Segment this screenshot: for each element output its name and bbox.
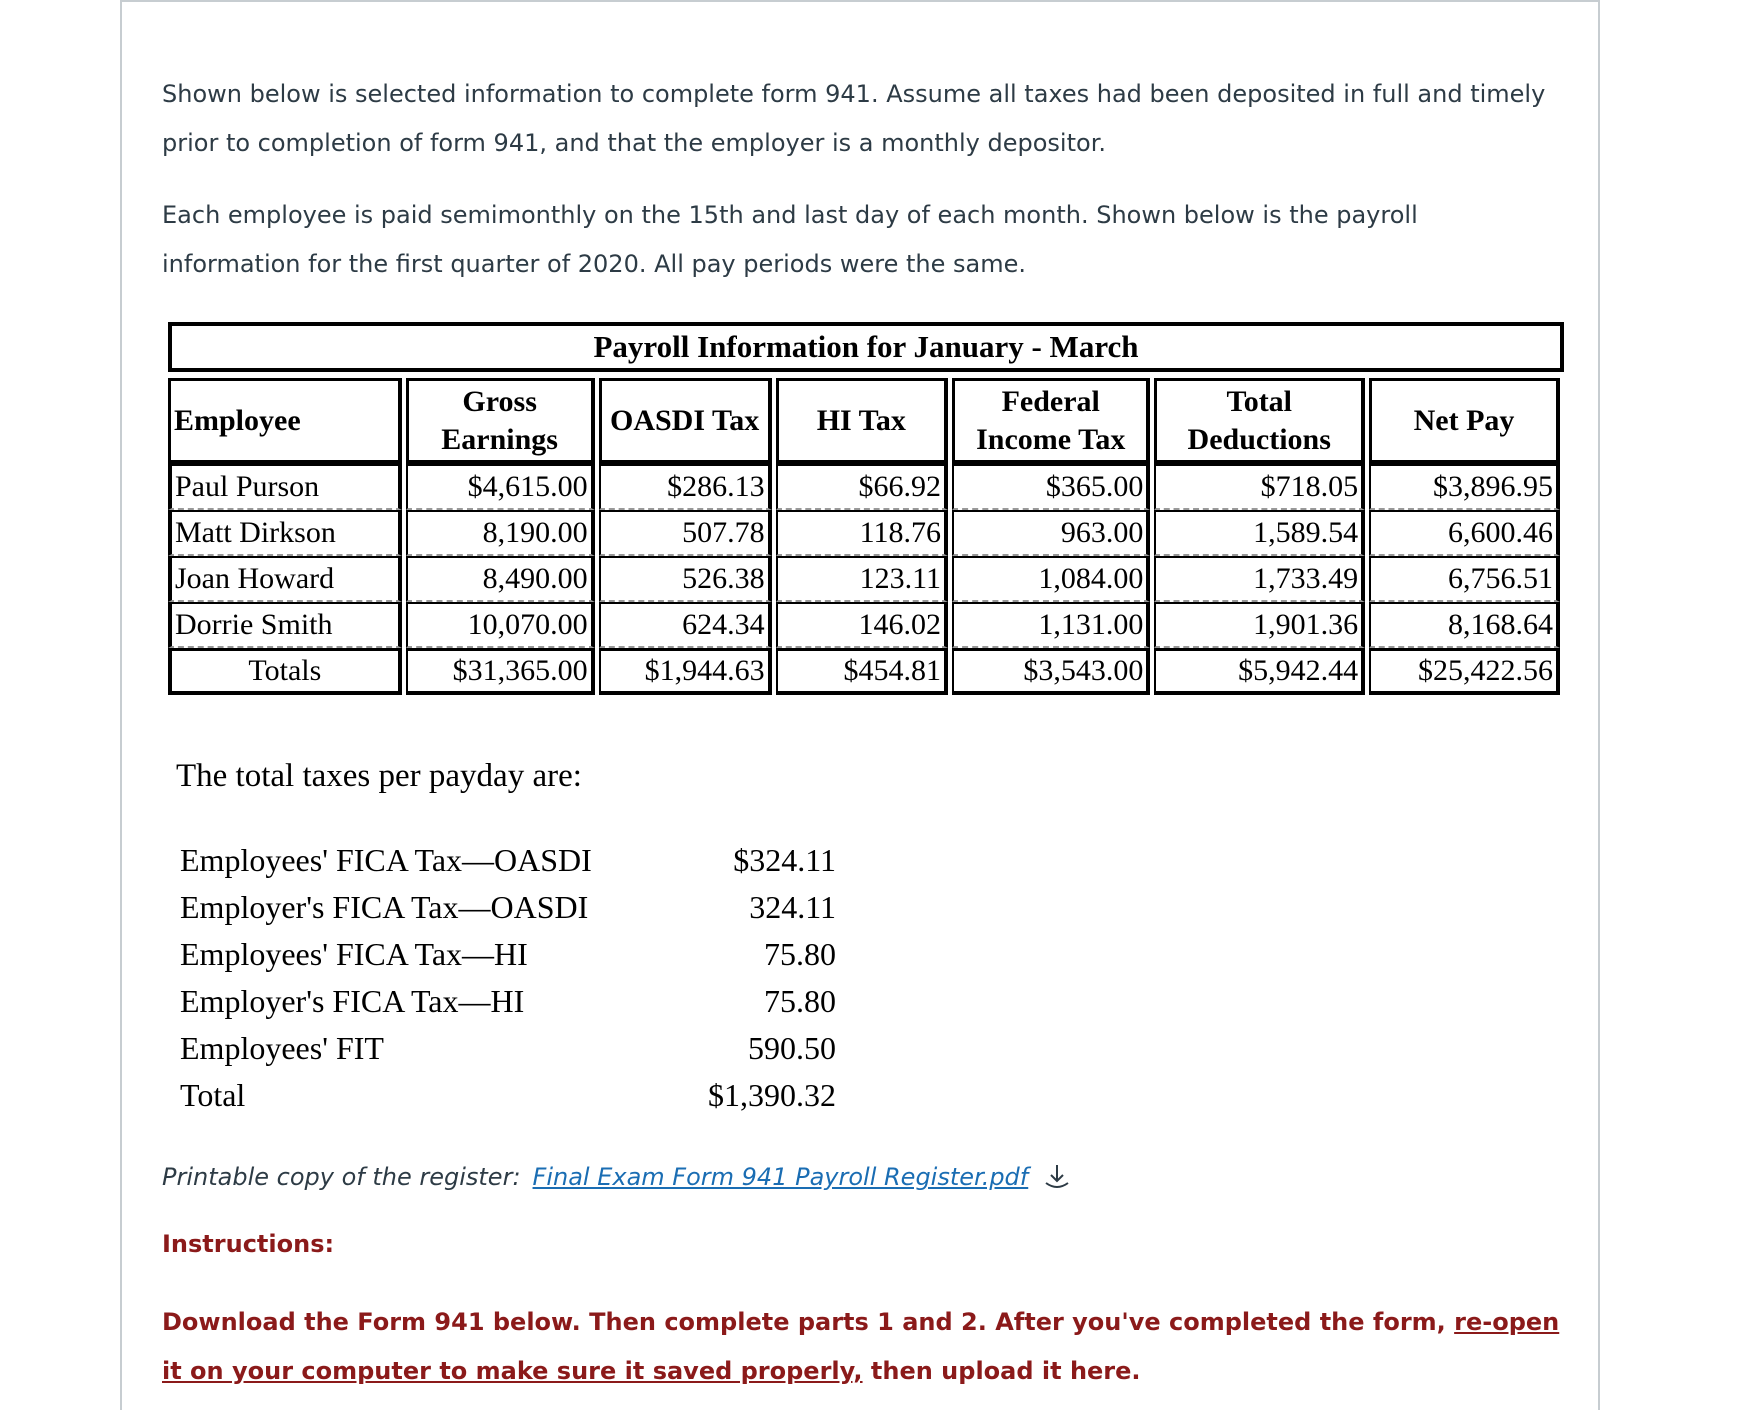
totals-row [168,648,1560,695]
net-pay: 6,756.51 [1369,556,1560,602]
gross-earnings: $4,615.00 [406,464,595,510]
taxes-heading: The total taxes per payday are: [176,758,582,794]
header-row [168,378,1560,464]
totals-label: Totals [168,648,402,695]
table-row [168,556,1560,602]
tax-label: Employees' FICA Tax—HI [180,936,528,972]
download-icon[interactable] [1042,1162,1072,1192]
register-pdf-link[interactable]: Final Exam Form 941 Payroll Register.pdf [532,1163,1029,1191]
payroll-title: Payroll Information for January - March [168,322,1564,372]
header-federal-income-tax: Federal Income Tax [952,378,1150,464]
intro-paragraph-2: Each employee is paid semimonthly on the 15th and last day of each month. Shown below is the payroll information for the first quarter of 2020. All pay periods were the same. [162,201,1418,278]
federal-income-tax: 1,084.00 [952,556,1150,602]
instructions-text-a: Download the Form 941 below. Then complete parts 1 and 2. After you've completed the form, [162,1308,1455,1336]
gross-earnings: 10,070.00 [406,602,595,648]
header-total-deductions: Total Deductions [1154,378,1365,464]
list-item [180,1077,836,1124]
total-oasdi-tax: $1,944.63 [599,648,772,695]
oasdi-tax: 624.34 [599,602,772,648]
total-deductions: $718.05 [1154,464,1365,510]
tax-value: $1,390.32 [708,1077,836,1113]
payroll-table-image [168,322,1564,695]
federal-income-tax: 963.00 [952,510,1150,556]
total-gross-earnings: $31,365.00 [406,648,595,695]
total-deductions-sum: $5,942.44 [1154,648,1365,695]
net-pay: $3,896.95 [1369,464,1560,510]
printable-label: Printable copy of the register: [162,1163,521,1191]
intro-paragraph-1: Shown below is selected information to complete form 941. Assume all taxes had been deposited in full and timely prior to completion of form 941, and that the employer is a monthly depositor. [162,80,1546,157]
total-deductions: 1,733.49 [1154,556,1365,602]
payroll-table [164,378,1564,695]
federal-income-tax: $365.00 [952,464,1150,510]
list-item [180,889,836,936]
hi-tax: 146.02 [776,602,948,648]
tax-label: Employer's FICA Tax—HI [180,983,525,1019]
total-deductions: 1,589.54 [1154,510,1365,556]
header-net-pay: Net Pay [1369,378,1560,464]
employee-name: Matt Dirkson [168,510,402,556]
net-pay: 6,600.46 [1369,510,1560,556]
tax-label: Employees' FICA Tax—OASDI [180,842,592,878]
oasdi-tax: 507.78 [599,510,772,556]
tax-value: 590.50 [748,1030,836,1066]
table-row [168,602,1560,648]
header-oasdi-tax: OASDI Tax [599,378,772,464]
table-row [168,464,1560,510]
total-deductions: 1,901.36 [1154,602,1365,648]
tax-label: Employer's FICA Tax—OASDI [180,889,589,925]
instructions-underlined: re-open it on your computer to make sure it saved properly, [162,1308,1560,1385]
tax-value: 75.80 [764,936,836,972]
printable-register [162,1162,1072,1192]
net-pay: 8,168.64 [1369,602,1560,648]
oasdi-tax: $286.13 [599,464,772,510]
intro [162,70,1562,312]
employee-name: Paul Purson [168,464,402,510]
oasdi-tax: 526.38 [599,556,772,602]
federal-income-tax: 1,131.00 [952,602,1150,648]
gross-earnings: 8,190.00 [406,510,595,556]
tax-value: 75.80 [764,983,836,1019]
instructions-heading: Instructions: [162,1230,335,1258]
header-hi-tax: HI Tax [776,378,948,464]
tax-list [180,842,836,1124]
list-item [180,842,836,889]
list-item [180,983,836,1030]
hi-tax: 118.76 [776,510,948,556]
hi-tax: 123.11 [776,556,948,602]
tax-label: Employees' FIT [180,1030,384,1066]
header-employee: Employee [168,378,402,464]
list-item [180,1030,836,1077]
instructions-text-b: then upload it here. [862,1357,1141,1385]
total-hi-tax: $454.81 [776,648,948,695]
gross-earnings: 8,490.00 [406,556,595,602]
employee-name: Joan Howard [168,556,402,602]
total-federal-income-tax: $3,543.00 [952,648,1150,695]
tax-value: $324.11 [733,842,836,878]
employee-name: Dorrie Smith [168,602,402,648]
tax-value: 324.11 [749,889,836,925]
total-net-pay: $25,422.56 [1369,648,1560,695]
header-gross-earnings: Gross Earnings [406,378,595,464]
instructions-text [162,1298,1562,1396]
list-item [180,936,836,983]
hi-tax: $66.92 [776,464,948,510]
table-row [168,510,1560,556]
tax-label: Total [180,1077,246,1113]
